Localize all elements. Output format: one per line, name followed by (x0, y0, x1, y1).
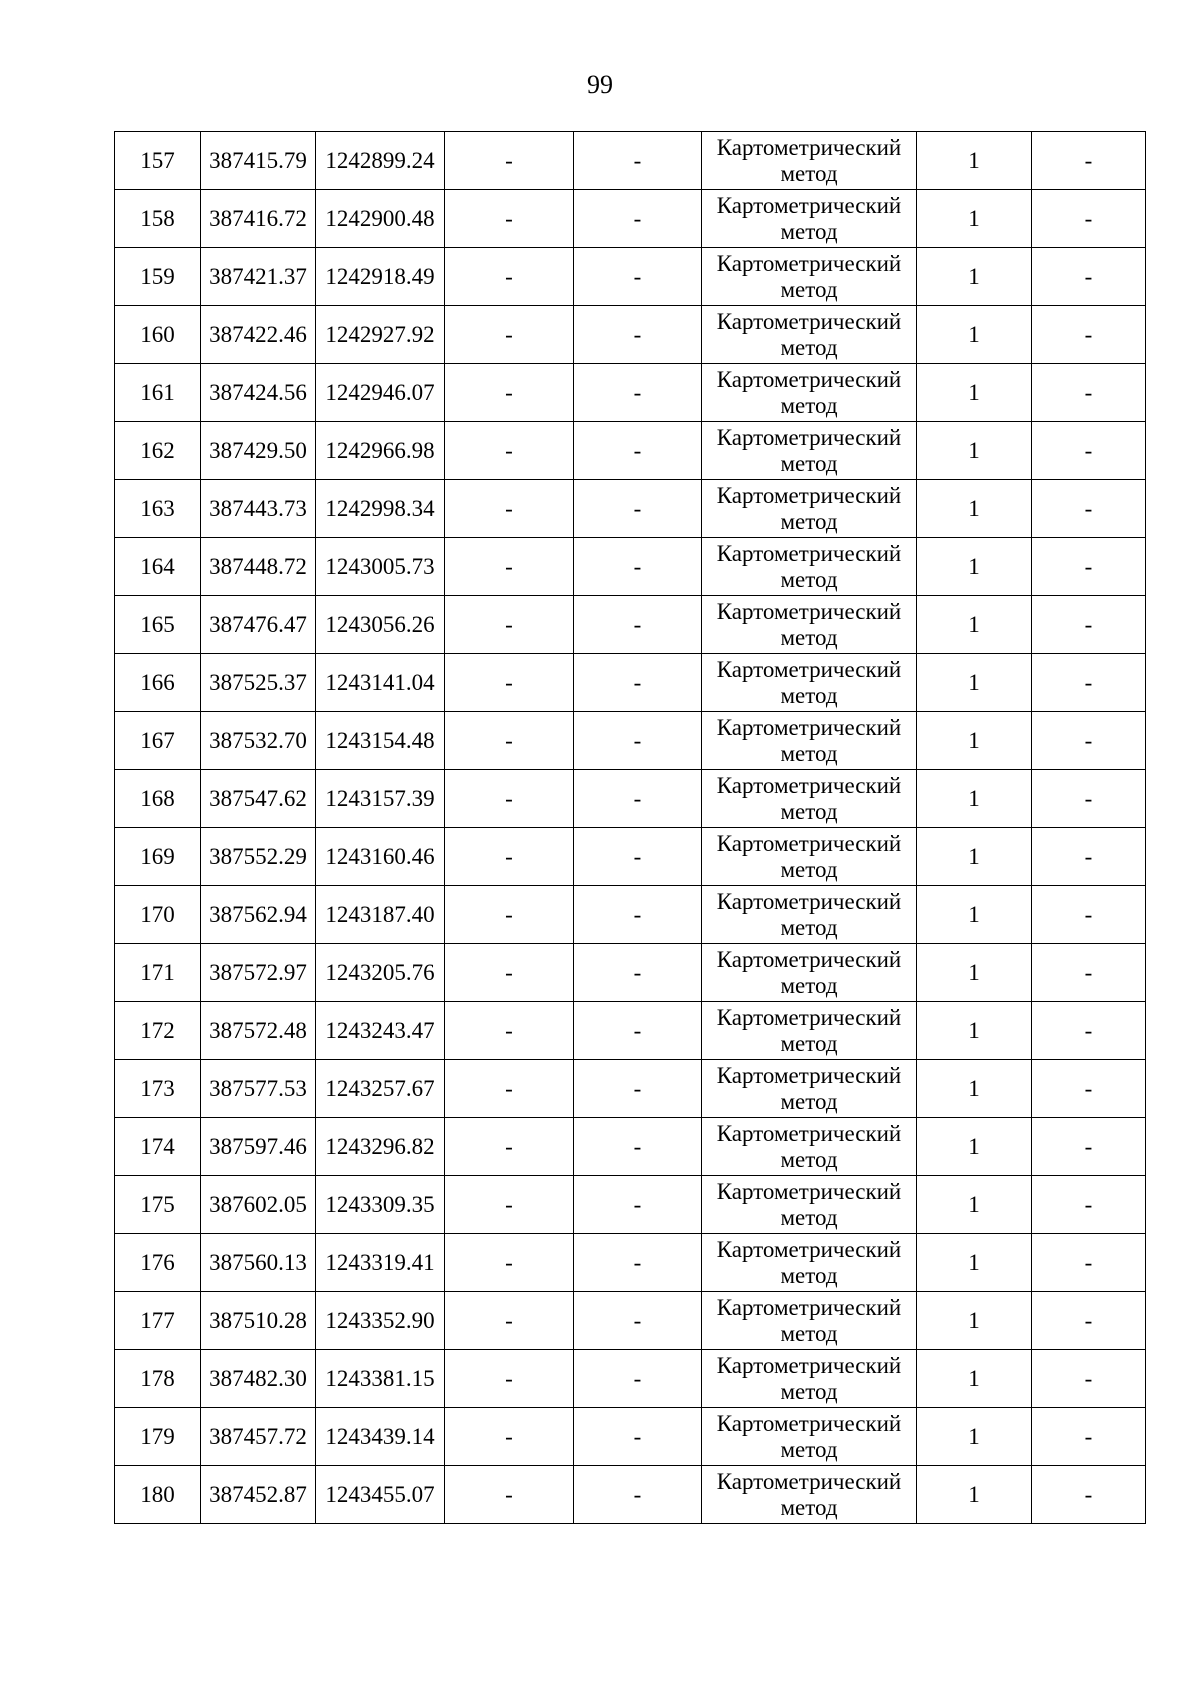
method-line-2: метод (780, 798, 838, 824)
column-4-cell: - (445, 1002, 574, 1060)
point-number-cell: 175 (115, 1176, 201, 1234)
column-5-cell: - (574, 944, 702, 1002)
table-row (115, 248, 1146, 306)
method-line-2: метод (780, 160, 838, 186)
column-4-cell: - (445, 248, 574, 306)
column-8-cell: - (1032, 712, 1146, 770)
column-7-cell: 1 (917, 944, 1032, 1002)
point-number-cell: 177 (115, 1292, 201, 1350)
method-line-1: Картометрический (716, 192, 902, 218)
method-line-2: метод (780, 334, 838, 360)
x-coordinate-cell: 387429.50 (201, 422, 316, 480)
column-7-cell: 1 (917, 132, 1032, 190)
column-7-cell: 1 (917, 480, 1032, 538)
method-line-2: метод (780, 1146, 838, 1172)
column-8-cell: - (1032, 306, 1146, 364)
column-4-cell: - (445, 770, 574, 828)
column-7-cell: 1 (917, 654, 1032, 712)
point-number-cell: 161 (115, 364, 201, 422)
column-8-cell: - (1032, 654, 1146, 712)
column-4-cell: - (445, 1060, 574, 1118)
column-4-cell: - (445, 1292, 574, 1350)
y-coordinate-cell: 1243243.47 (316, 1002, 445, 1060)
column-5-cell: - (574, 770, 702, 828)
column-7-cell: 1 (917, 712, 1032, 770)
x-coordinate-cell: 387457.72 (201, 1408, 316, 1466)
method-cell (702, 1118, 917, 1176)
column-4-cell: - (445, 1118, 574, 1176)
column-7-cell: 1 (917, 596, 1032, 654)
y-coordinate-cell: 1242966.98 (316, 422, 445, 480)
x-coordinate-cell: 387562.94 (201, 886, 316, 944)
x-coordinate-cell: 387415.79 (201, 132, 316, 190)
column-8-cell: - (1032, 1060, 1146, 1118)
table-row (115, 1118, 1146, 1176)
method-line-1: Картометрический (716, 250, 902, 276)
column-5-cell: - (574, 654, 702, 712)
column-8-cell: - (1032, 1466, 1146, 1524)
x-coordinate-cell: 387572.48 (201, 1002, 316, 1060)
method-line-2: метод (780, 740, 838, 766)
point-number-cell: 178 (115, 1350, 201, 1408)
y-coordinate-cell: 1242998.34 (316, 480, 445, 538)
x-coordinate-cell: 387452.87 (201, 1466, 316, 1524)
method-line-1: Картометрический (716, 424, 902, 450)
column-8-cell: - (1032, 1118, 1146, 1176)
column-5-cell: - (574, 422, 702, 480)
y-coordinate-cell: 1242900.48 (316, 190, 445, 248)
column-5-cell: - (574, 248, 702, 306)
x-coordinate-cell: 387422.46 (201, 306, 316, 364)
method-line-1: Картометрический (716, 1468, 902, 1494)
column-4-cell: - (445, 712, 574, 770)
method-line-2: метод (780, 1494, 838, 1520)
coordinates-table (114, 131, 1146, 1524)
table-row (115, 1466, 1146, 1524)
point-number-cell: 176 (115, 1234, 201, 1292)
method-cell (702, 596, 917, 654)
column-7-cell: 1 (917, 1466, 1032, 1524)
method-cell (702, 654, 917, 712)
column-5-cell: - (574, 1234, 702, 1292)
method-line-1: Картометрический (716, 598, 902, 624)
table-row (115, 828, 1146, 886)
column-5-cell: - (574, 1408, 702, 1466)
y-coordinate-cell: 1243154.48 (316, 712, 445, 770)
method-cell (702, 1002, 917, 1060)
column-7-cell: 1 (917, 1408, 1032, 1466)
column-5-cell: - (574, 1292, 702, 1350)
y-coordinate-cell: 1243141.04 (316, 654, 445, 712)
y-coordinate-cell: 1243187.40 (316, 886, 445, 944)
method-line-2: метод (780, 1378, 838, 1404)
table-row (115, 1060, 1146, 1118)
method-line-1: Картометрический (716, 830, 902, 856)
method-cell (702, 364, 917, 422)
x-coordinate-cell: 387577.53 (201, 1060, 316, 1118)
method-line-1: Картометрический (716, 1410, 902, 1436)
column-8-cell: - (1032, 1350, 1146, 1408)
method-line-2: метод (780, 914, 838, 940)
column-4-cell: - (445, 596, 574, 654)
method-line-2: метод (780, 1436, 838, 1462)
method-cell (702, 1060, 917, 1118)
column-8-cell: - (1032, 1292, 1146, 1350)
method-cell (702, 422, 917, 480)
column-7-cell: 1 (917, 538, 1032, 596)
method-line-2: метод (780, 624, 838, 650)
column-7-cell: 1 (917, 422, 1032, 480)
column-8-cell: - (1032, 828, 1146, 886)
column-8-cell: - (1032, 944, 1146, 1002)
method-cell (702, 1408, 917, 1466)
x-coordinate-cell: 387552.29 (201, 828, 316, 886)
column-7-cell: 1 (917, 1234, 1032, 1292)
point-number-cell: 157 (115, 132, 201, 190)
method-line-1: Картометрический (716, 1178, 902, 1204)
x-coordinate-cell: 387448.72 (201, 538, 316, 596)
point-number-cell: 170 (115, 886, 201, 944)
table-row (115, 190, 1146, 248)
method-cell (702, 770, 917, 828)
y-coordinate-cell: 1243157.39 (316, 770, 445, 828)
method-cell (702, 1466, 917, 1524)
method-line-1: Картометрический (716, 772, 902, 798)
column-4-cell: - (445, 538, 574, 596)
column-5-cell: - (574, 1466, 702, 1524)
y-coordinate-cell: 1243160.46 (316, 828, 445, 886)
column-4-cell: - (445, 654, 574, 712)
y-coordinate-cell: 1243439.14 (316, 1408, 445, 1466)
table-row (115, 306, 1146, 364)
table-row (115, 1176, 1146, 1234)
method-line-1: Картометрический (716, 1352, 902, 1378)
column-5-cell: - (574, 480, 702, 538)
y-coordinate-cell: 1243257.67 (316, 1060, 445, 1118)
x-coordinate-cell: 387547.62 (201, 770, 316, 828)
method-line-2: метод (780, 276, 838, 302)
method-line-2: метод (780, 1204, 838, 1230)
column-7-cell: 1 (917, 828, 1032, 886)
point-number-cell: 163 (115, 480, 201, 538)
method-line-2: метод (780, 508, 838, 534)
y-coordinate-cell: 1242946.07 (316, 364, 445, 422)
column-7-cell: 1 (917, 886, 1032, 944)
table-row (115, 538, 1146, 596)
method-line-2: метод (780, 566, 838, 592)
column-8-cell: - (1032, 480, 1146, 538)
column-5-cell: - (574, 1002, 702, 1060)
column-4-cell: - (445, 1466, 574, 1524)
column-8-cell: - (1032, 1234, 1146, 1292)
method-line-1: Картометрический (716, 308, 902, 334)
column-5-cell: - (574, 1118, 702, 1176)
method-line-2: метод (780, 972, 838, 998)
x-coordinate-cell: 387421.37 (201, 248, 316, 306)
point-number-cell: 162 (115, 422, 201, 480)
y-coordinate-cell: 1243381.15 (316, 1350, 445, 1408)
column-7-cell: 1 (917, 1350, 1032, 1408)
column-8-cell: - (1032, 596, 1146, 654)
point-number-cell: 168 (115, 770, 201, 828)
column-8-cell: - (1032, 1176, 1146, 1234)
method-line-2: метод (780, 392, 838, 418)
y-coordinate-cell: 1242918.49 (316, 248, 445, 306)
y-coordinate-cell: 1243455.07 (316, 1466, 445, 1524)
column-4-cell: - (445, 480, 574, 538)
column-7-cell: 1 (917, 770, 1032, 828)
column-8-cell: - (1032, 1408, 1146, 1466)
column-4-cell: - (445, 132, 574, 190)
point-number-cell: 172 (115, 1002, 201, 1060)
y-coordinate-cell: 1242899.24 (316, 132, 445, 190)
column-5-cell: - (574, 828, 702, 886)
x-coordinate-cell: 387482.30 (201, 1350, 316, 1408)
point-number-cell: 165 (115, 596, 201, 654)
method-cell (702, 886, 917, 944)
table-row (115, 1002, 1146, 1060)
column-4-cell: - (445, 1350, 574, 1408)
method-line-2: метод (780, 1320, 838, 1346)
table-row (115, 1292, 1146, 1350)
column-5-cell: - (574, 1350, 702, 1408)
table-row (115, 364, 1146, 422)
column-7-cell: 1 (917, 1002, 1032, 1060)
method-cell (702, 1350, 917, 1408)
column-5-cell: - (574, 1060, 702, 1118)
x-coordinate-cell: 387416.72 (201, 190, 316, 248)
table-row (115, 480, 1146, 538)
column-7-cell: 1 (917, 364, 1032, 422)
point-number-cell: 174 (115, 1118, 201, 1176)
column-5-cell: - (574, 596, 702, 654)
method-line-2: метод (780, 1262, 838, 1288)
column-8-cell: - (1032, 886, 1146, 944)
method-line-1: Картометрический (716, 888, 902, 914)
x-coordinate-cell: 387602.05 (201, 1176, 316, 1234)
y-coordinate-cell: 1242927.92 (316, 306, 445, 364)
method-line-2: метод (780, 856, 838, 882)
point-number-cell: 159 (115, 248, 201, 306)
table-row (115, 1234, 1146, 1292)
method-line-1: Картометрический (716, 134, 902, 160)
method-cell (702, 190, 917, 248)
point-number-cell: 167 (115, 712, 201, 770)
column-4-cell: - (445, 944, 574, 1002)
x-coordinate-cell: 387572.97 (201, 944, 316, 1002)
x-coordinate-cell: 387560.13 (201, 1234, 316, 1292)
method-line-2: метод (780, 682, 838, 708)
method-line-1: Картометрический (716, 656, 902, 682)
column-5-cell: - (574, 886, 702, 944)
column-8-cell: - (1032, 770, 1146, 828)
column-4-cell: - (445, 306, 574, 364)
table-row (115, 886, 1146, 944)
method-line-2: метод (780, 1088, 838, 1114)
y-coordinate-cell: 1243319.41 (316, 1234, 445, 1292)
table-row (115, 422, 1146, 480)
column-8-cell: - (1032, 248, 1146, 306)
method-cell (702, 306, 917, 364)
point-number-cell: 158 (115, 190, 201, 248)
method-cell (702, 538, 917, 596)
page-number: 99 (587, 70, 613, 99)
table-row (115, 654, 1146, 712)
x-coordinate-cell: 387510.28 (201, 1292, 316, 1350)
column-7-cell: 1 (917, 190, 1032, 248)
method-cell (702, 248, 917, 306)
table-body (115, 132, 1146, 1524)
method-line-1: Картометрический (716, 540, 902, 566)
table-row (115, 712, 1146, 770)
column-4-cell: - (445, 1234, 574, 1292)
y-coordinate-cell: 1243056.26 (316, 596, 445, 654)
point-number-cell: 173 (115, 1060, 201, 1118)
table-row (115, 1350, 1146, 1408)
point-number-cell: 160 (115, 306, 201, 364)
method-cell (702, 712, 917, 770)
method-line-1: Картометрический (716, 1294, 902, 1320)
point-number-cell: 171 (115, 944, 201, 1002)
method-line-2: метод (780, 1030, 838, 1056)
x-coordinate-cell: 387476.47 (201, 596, 316, 654)
x-coordinate-cell: 387532.70 (201, 712, 316, 770)
column-8-cell: - (1032, 538, 1146, 596)
y-coordinate-cell: 1243309.35 (316, 1176, 445, 1234)
point-number-cell: 180 (115, 1466, 201, 1524)
method-line-1: Картометрический (716, 1120, 902, 1146)
column-8-cell: - (1032, 422, 1146, 480)
method-line-1: Картометрический (716, 1236, 902, 1262)
column-4-cell: - (445, 364, 574, 422)
column-7-cell: 1 (917, 306, 1032, 364)
method-cell (702, 828, 917, 886)
method-cell (702, 1234, 917, 1292)
x-coordinate-cell: 387525.37 (201, 654, 316, 712)
y-coordinate-cell: 1243352.90 (316, 1292, 445, 1350)
method-cell (702, 944, 917, 1002)
column-5-cell: - (574, 1176, 702, 1234)
point-number-cell: 164 (115, 538, 201, 596)
method-cell (702, 1292, 917, 1350)
y-coordinate-cell: 1243205.76 (316, 944, 445, 1002)
column-4-cell: - (445, 1176, 574, 1234)
point-number-cell: 166 (115, 654, 201, 712)
method-cell (702, 1176, 917, 1234)
method-line-2: метод (780, 218, 838, 244)
y-coordinate-cell: 1243296.82 (316, 1118, 445, 1176)
column-5-cell: - (574, 712, 702, 770)
table-row (115, 132, 1146, 190)
table-row (115, 944, 1146, 1002)
method-line-1: Картометрический (716, 714, 902, 740)
column-8-cell: - (1032, 1002, 1146, 1060)
column-7-cell: 1 (917, 1176, 1032, 1234)
column-5-cell: - (574, 190, 702, 248)
method-line-1: Картометрический (716, 946, 902, 972)
method-cell (702, 480, 917, 538)
method-line-2: метод (780, 450, 838, 476)
column-5-cell: - (574, 132, 702, 190)
column-4-cell: - (445, 190, 574, 248)
column-7-cell: 1 (917, 1060, 1032, 1118)
table-row (115, 770, 1146, 828)
method-line-1: Картометрический (716, 366, 902, 392)
method-line-1: Картометрический (716, 1062, 902, 1088)
column-8-cell: - (1032, 190, 1146, 248)
column-5-cell: - (574, 538, 702, 596)
column-5-cell: - (574, 364, 702, 422)
column-7-cell: 1 (917, 248, 1032, 306)
table-row (115, 596, 1146, 654)
column-5-cell: - (574, 306, 702, 364)
y-coordinate-cell: 1243005.73 (316, 538, 445, 596)
point-number-cell: 169 (115, 828, 201, 886)
column-4-cell: - (445, 886, 574, 944)
x-coordinate-cell: 387597.46 (201, 1118, 316, 1176)
method-line-1: Картометрический (716, 482, 902, 508)
table-row (115, 1408, 1146, 1466)
point-number-cell: 179 (115, 1408, 201, 1466)
column-4-cell: - (445, 1408, 574, 1466)
column-7-cell: 1 (917, 1118, 1032, 1176)
column-4-cell: - (445, 828, 574, 886)
column-7-cell: 1 (917, 1292, 1032, 1350)
x-coordinate-cell: 387443.73 (201, 480, 316, 538)
column-8-cell: - (1032, 364, 1146, 422)
method-line-1: Картометрический (716, 1004, 902, 1030)
column-4-cell: - (445, 422, 574, 480)
column-8-cell: - (1032, 132, 1146, 190)
method-cell (702, 132, 917, 190)
x-coordinate-cell: 387424.56 (201, 364, 316, 422)
